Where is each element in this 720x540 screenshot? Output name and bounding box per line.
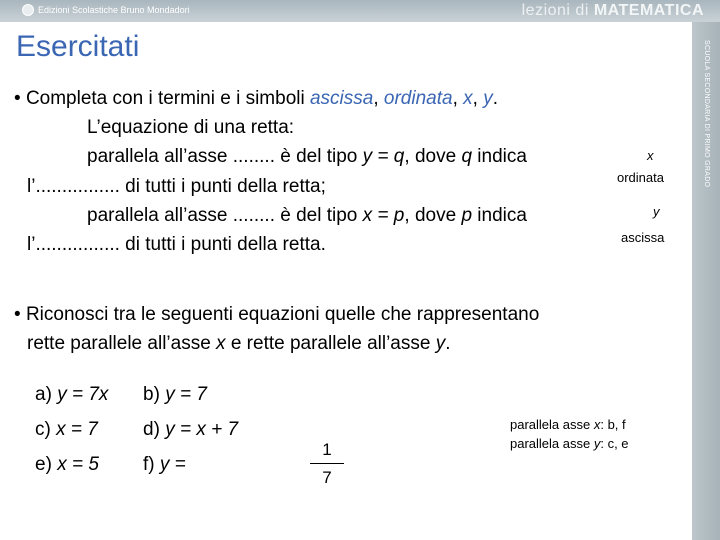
bullet: • bbox=[14, 88, 21, 109]
line2-b: e rette parallele all’asse bbox=[230, 333, 431, 354]
exercise2-line2 bbox=[27, 333, 451, 355]
eq-e-label: e) bbox=[35, 454, 52, 475]
page-title: Esercitati bbox=[16, 30, 140, 63]
line3-var: q bbox=[461, 146, 473, 167]
line3-c: indica bbox=[477, 146, 527, 167]
fraction-one-seventh bbox=[310, 440, 344, 488]
line3-a: parallela all’asse ........ è del tipo bbox=[87, 146, 358, 167]
eq-d-label: d) bbox=[143, 419, 160, 440]
equation-a bbox=[35, 384, 108, 406]
exercise1-line6: l’................ di tutti i punti della retta. bbox=[27, 234, 326, 255]
answer-ordinata: ordinata bbox=[617, 170, 664, 185]
exercise1-line4: l’................ di tutti i punti della retta; bbox=[27, 176, 326, 197]
header-bar bbox=[0, 0, 720, 22]
term-ascissa: ascissa bbox=[309, 88, 374, 109]
answer-y: y bbox=[653, 204, 660, 219]
line5-var: p bbox=[461, 205, 473, 226]
equation-e bbox=[35, 454, 99, 476]
line3-eq: y = q bbox=[362, 146, 405, 167]
side-text: SCUOLA SECONDARIA DI PRIMO GRADO bbox=[703, 40, 710, 188]
publisher-name: Edizioni Scolastiche Bruno Mondadori bbox=[38, 5, 190, 15]
answer-x: x bbox=[647, 148, 654, 163]
eq-b-label: b) bbox=[143, 384, 160, 405]
term-x: x bbox=[463, 88, 473, 109]
equation-b bbox=[143, 384, 207, 406]
bullet: • bbox=[14, 304, 21, 325]
exercise2-line1 bbox=[14, 304, 539, 326]
eq-d: y = x + 7 bbox=[165, 419, 239, 440]
term-ordinata: ordinata bbox=[383, 88, 453, 109]
exercise1-line2: L’equazione di una retta: bbox=[87, 117, 295, 138]
line2-a: rette parallele all’asse bbox=[27, 333, 211, 354]
eq-f-label: f) bbox=[143, 454, 155, 475]
equation-d bbox=[143, 419, 238, 441]
publisher-logo-icon bbox=[22, 4, 34, 16]
eq-c: x = 7 bbox=[56, 419, 98, 440]
answer-x-b: : b, f bbox=[600, 417, 626, 432]
eq-c-label: c) bbox=[35, 419, 51, 440]
answer-parallel-y bbox=[510, 436, 629, 451]
exercise2-text1: Riconosci tra le seguenti equazioni quelle che rappresentano bbox=[25, 304, 540, 325]
fraction-numerator: 1 bbox=[310, 440, 344, 464]
line2-y: y bbox=[435, 333, 446, 354]
eq-a: y = 7x bbox=[57, 384, 109, 405]
series-title bbox=[522, 2, 704, 20]
line3-b: , dove bbox=[404, 146, 457, 167]
answer-y-axis: y bbox=[593, 436, 601, 451]
exercise1-intro: Completa con i termini e i simboli bbox=[25, 88, 305, 109]
answer-x-axis: x bbox=[593, 417, 601, 432]
fraction-denominator: 7 bbox=[322, 468, 332, 487]
eq-a-label: a) bbox=[35, 384, 52, 405]
answer-x-a: parallela asse bbox=[510, 417, 591, 432]
exercise1-line3 bbox=[87, 146, 527, 168]
line2-x: x bbox=[216, 333, 226, 354]
line2-c: . bbox=[445, 333, 451, 354]
series-prefix: lezioni di bbox=[521, 2, 589, 19]
answer-y-a: parallela asse bbox=[510, 436, 591, 451]
equation-c bbox=[35, 419, 98, 441]
exercise1-line5 bbox=[87, 205, 527, 227]
series-name: MATEMATICA bbox=[593, 2, 704, 19]
line5-b: , dove bbox=[404, 205, 457, 226]
line5-c: indica bbox=[477, 205, 527, 226]
line5-a: parallela all’asse ........ è del tipo bbox=[87, 205, 358, 226]
term-y: y bbox=[483, 88, 493, 109]
exercise1-intro-line: • Completa con i termini e i simboli ascissa, ordinata, x, y. bbox=[14, 88, 498, 109]
eq-f: y = bbox=[159, 454, 186, 475]
eq-e: x = 5 bbox=[57, 454, 99, 475]
equation-f bbox=[143, 454, 186, 476]
answer-parallel-x bbox=[510, 417, 626, 432]
publisher bbox=[22, 4, 190, 16]
eq-b: y = 7 bbox=[165, 384, 207, 405]
line5-eq: x = p bbox=[362, 205, 405, 226]
answer-y-b: : c, e bbox=[600, 436, 629, 451]
answer-ascissa: ascissa bbox=[621, 230, 665, 245]
